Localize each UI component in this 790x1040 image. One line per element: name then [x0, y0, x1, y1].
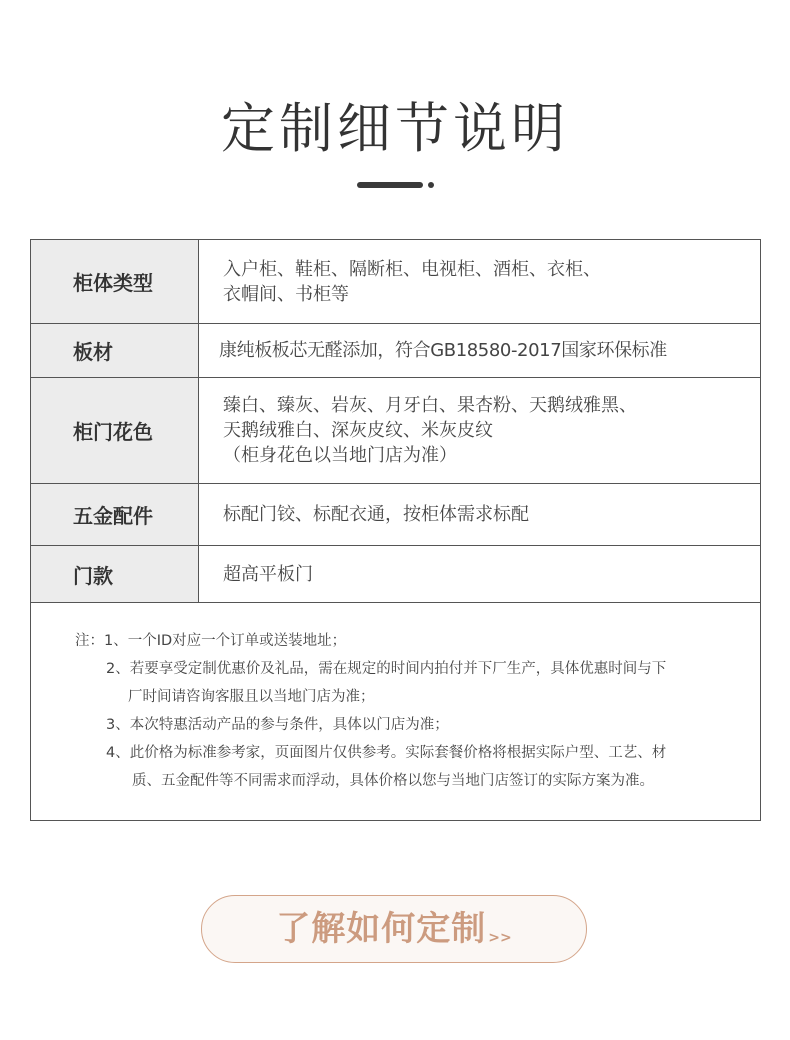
value-line: 超高平板门 [223, 563, 313, 585]
spec-table [30, 239, 761, 603]
row-label-door-color: 柜门花色 [31, 378, 199, 484]
note-line: 2、若要享受定制优惠价及礼品，需在规定的时间内拍付并下厂生产，具体优惠时间与下 [106, 661, 667, 677]
page-title: 定制细节说明 [221, 97, 569, 160]
table-row [31, 546, 761, 603]
cta-label: 了解如何定制 [276, 909, 487, 949]
row-value-door-style [199, 546, 761, 603]
value-line: 入户柜、鞋柜、隔断柜、电视柜、酒柜、衣柜、 [223, 258, 601, 280]
value-line: 臻白、臻灰、岩灰、月牙白、果杏粉、天鹅绒雅黑、 [223, 395, 637, 416]
title-divider [357, 182, 437, 188]
row-label-cabinet-type: 柜体类型 [31, 240, 199, 324]
double-chevron-right-icon: >> [488, 930, 512, 946]
table-row [31, 378, 761, 484]
row-value-hardware [199, 484, 761, 546]
note-line: 质、五金配件等不同需求而浮动，具体价格以您与当地门店签订的实际方案为准。 [132, 773, 654, 789]
value-line: 衣帽间、书柜等 [223, 283, 349, 305]
value-line: 康纯板板芯无醛添加，符合GB18580-2017国家环保标准 [219, 340, 667, 361]
value-line: 天鹅绒雅白、深灰皮纹、米灰皮纹 [223, 420, 493, 441]
title-divider-dot [428, 182, 434, 188]
row-value-board [199, 324, 761, 378]
note-line: 4、此价格为标准参考家，页面图片仅供参考。实际套餐价格将根据实际户型、工艺、材 [106, 745, 667, 761]
row-label-board: 板材 [31, 324, 199, 378]
learn-customization-button[interactable] [201, 895, 587, 963]
note-line: 厂时间请咨询客服且以当地门店为准； [128, 689, 375, 705]
table-row [31, 324, 761, 378]
row-label-door-style: 门款 [31, 546, 199, 603]
title-divider-bar [357, 182, 423, 188]
value-line: 标配门铰、标配衣通，按柜体需求标配 [223, 504, 529, 525]
notes-box [30, 601, 761, 821]
row-label-hardware: 五金配件 [31, 484, 199, 546]
note-line: 注：1、一个ID对应一个订单或送装地址； [75, 633, 347, 649]
table-row [31, 484, 761, 546]
table-row [31, 240, 761, 324]
note-line: 3、本次特惠活动产品的参与条件，具体以门店为准； [106, 717, 449, 733]
row-value-cabinet-type [199, 240, 761, 324]
row-value-door-color [199, 378, 761, 484]
value-line: （柜身花色以当地门店为准） [223, 445, 457, 466]
